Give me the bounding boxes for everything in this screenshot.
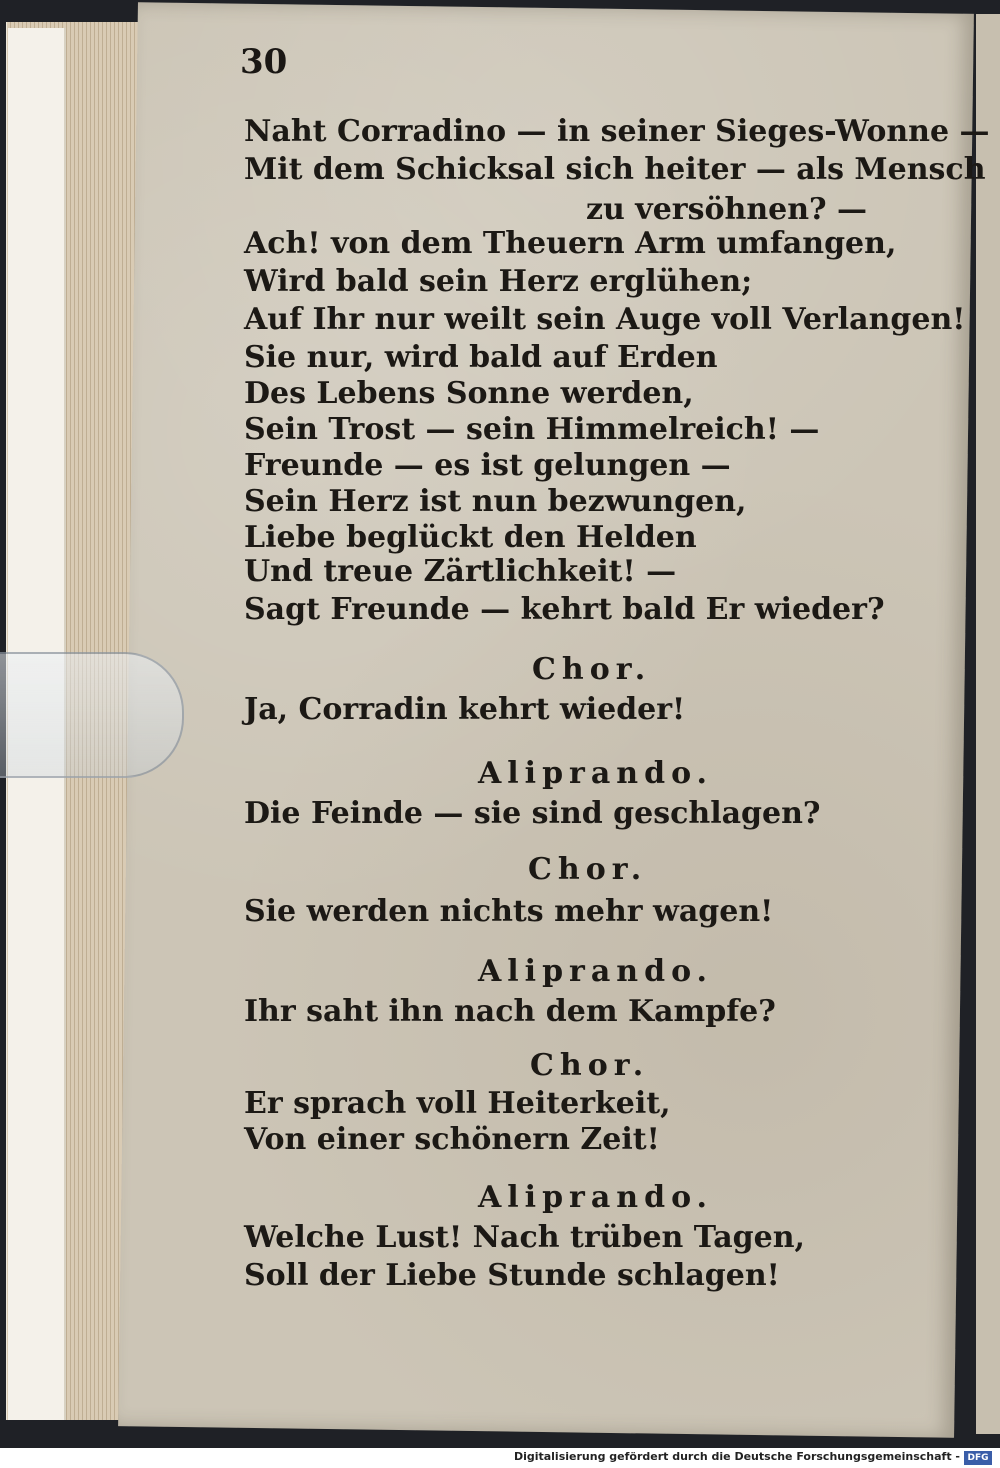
dfg-logo: DFG <box>964 1451 992 1465</box>
speaker-name: Chor. <box>530 1048 650 1083</box>
dialogue-line: Welche Lust! Nach trüben Tagen, <box>244 1220 805 1255</box>
page-holder-clip <box>0 652 184 778</box>
verse-line: Freunde — es ist gelungen — <box>244 448 731 483</box>
verse-line: Auf Ihr nur weilt sein Auge voll Verlangen! <box>244 302 966 337</box>
verse-line: Sein Trost — sein Himmelreich! — <box>244 412 820 447</box>
speaker-name: Aliprando. <box>478 756 714 791</box>
dialogue-line: Er sprach voll Heiterkeit, <box>244 1086 671 1121</box>
verse-line: Naht Corradino — in seiner Sieges-Wonne — <box>244 114 990 149</box>
verse-line: Sie nur, wird bald auf Erden <box>244 340 718 375</box>
dialogue-line: Sie werden nichts mehr wagen! <box>244 894 774 929</box>
verse-line: Sein Herz ist nun bezwungen, <box>244 484 747 519</box>
verse-line: Sagt Freunde — kehrt bald Er wieder? <box>244 592 885 627</box>
dialogue-line: Ja, Corradin kehrt wieder! <box>244 692 686 727</box>
verse-line: Des Lebens Sonne werden, <box>244 376 694 411</box>
speaker-name: Chor. <box>528 852 648 887</box>
verse-line: Ach! von dem Theuern Arm umfangen, <box>244 226 897 261</box>
verse-line: Liebe beglückt den Helden <box>244 520 697 555</box>
speaker-name: Aliprando. <box>478 954 714 989</box>
verse-line: Wird bald sein Herz erglühen; <box>244 264 753 299</box>
verse-line: Mit dem Schicksal sich heiter — als Mensch <box>244 152 986 187</box>
footer-bar <box>0 1448 1000 1468</box>
dialogue-line: Ihr saht ihn nach dem Kampfe? <box>244 994 776 1029</box>
page-number: 30 <box>240 42 288 82</box>
verse-line: zu versöhnen? — <box>586 192 868 227</box>
dialogue-line: Die Feinde — sie sind geschlagen? <box>244 796 821 831</box>
dialogue-line: Soll der Liebe Stunde schlagen! <box>244 1258 780 1293</box>
speaker-name: Aliprando. <box>478 1180 714 1215</box>
funding-credit: Digitalisierung gefördert durch die Deutsche Forschungsgemeinschaft - <box>513 1450 960 1463</box>
speaker-name: Chor. <box>532 652 652 687</box>
dialogue-line: Von einer schönern Zeit! <box>244 1122 660 1157</box>
verse-line: Und treue Zärtlichkeit! — <box>244 554 677 589</box>
